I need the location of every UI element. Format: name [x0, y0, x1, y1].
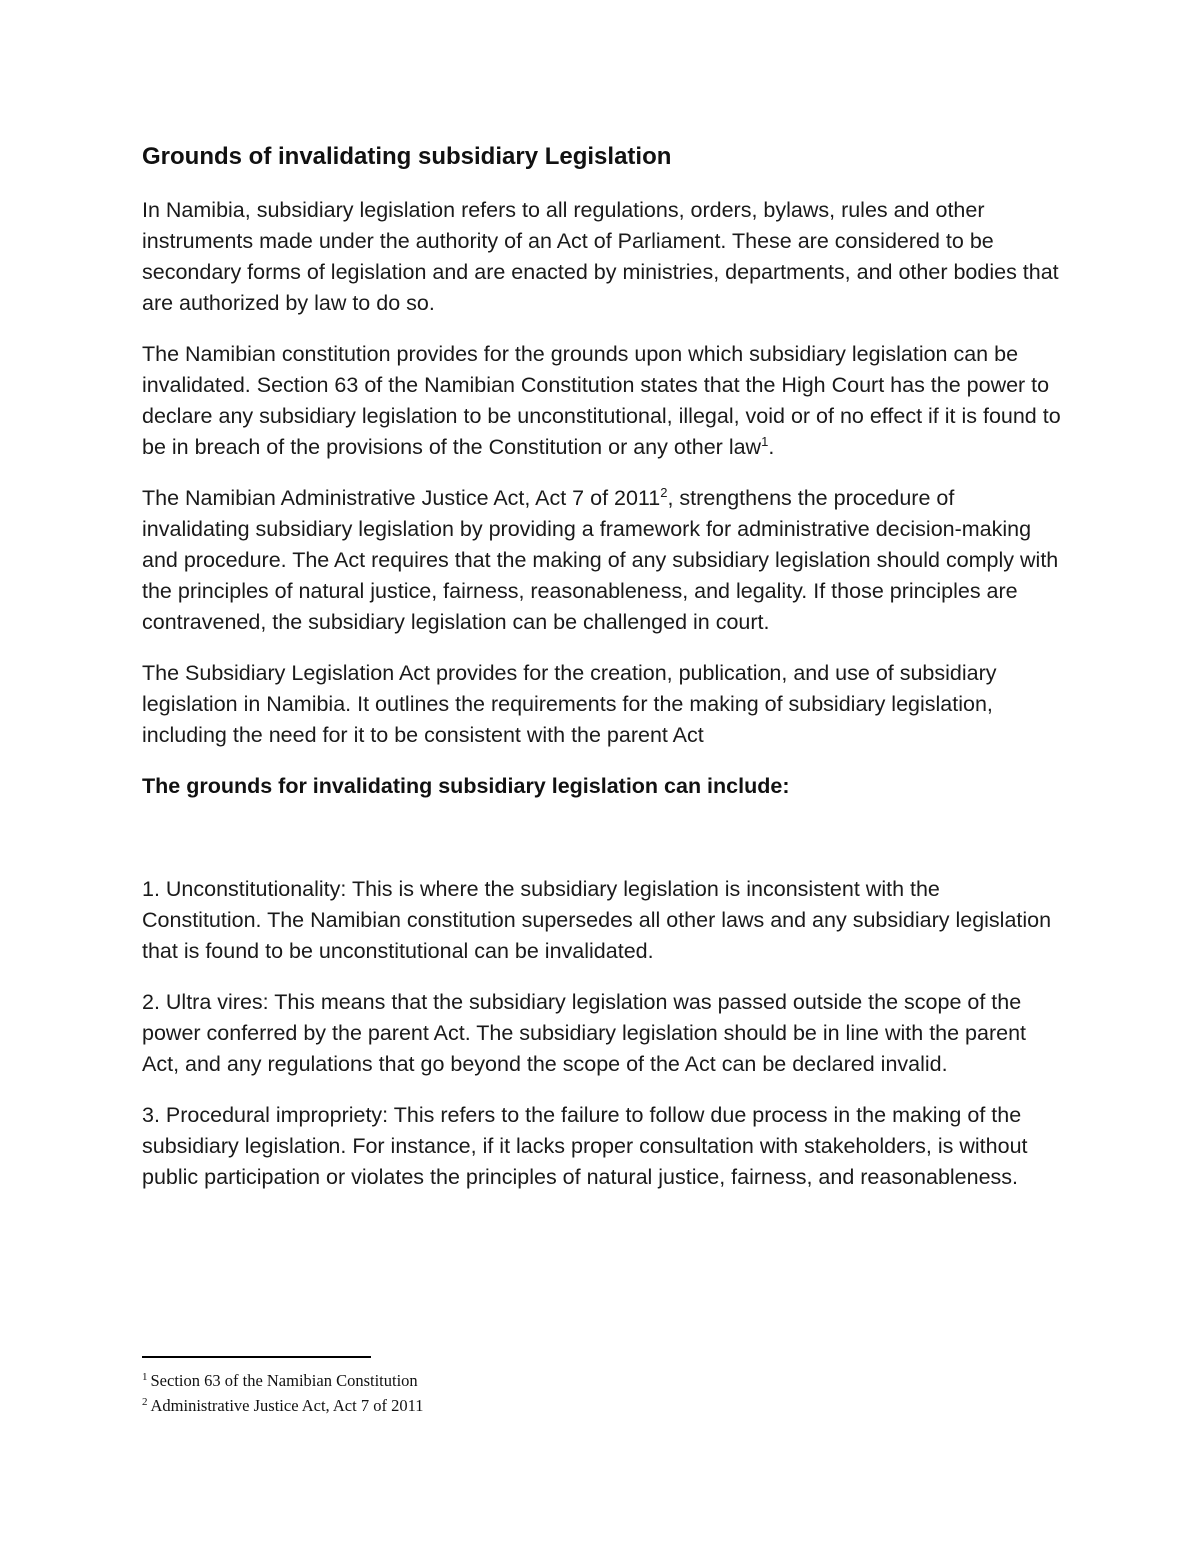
footnote-1-text: Section 63 of the Namibian Constitution — [150, 1371, 418, 1390]
paragraph-constitution-text: The Namibian constitution provides for the grounds upon which subsidiary legislation can be invalidated. Section 63 of the Namibian Constitution states that the High Court has the power to declare any subsidiary legislation to be unconstitutional, illegal, void or of no effect if it is found to be in breach of the provisions of the Constitution or any other law — [142, 342, 1061, 459]
paragraph-subsidiary-legislation-act: The Subsidiary Legislation Act provides for the creation, publication, and use of subsidiary legislation in Namibia. It outlines the requirements for the making of subsidiary legislation, including the need for it to be consistent with the parent Act — [142, 661, 997, 747]
grounds-subheading: The grounds for invalidating subsidiary legislation can include: — [142, 774, 790, 798]
ground-item-unconstitutionality: 1. Unconstitutionality: This is where the subsidiary legislation is inconsistent with the Constitution. The Namibian constitution supersedes all other laws and any subsidiary legislation that is found to be unconstitutional can be invalidated. — [142, 877, 1052, 963]
footnote-2-text: Administrative Justice Act, Act 7 of 2011 — [150, 1396, 424, 1415]
footnote-2 — [142, 1393, 742, 1418]
footnotes-section — [142, 1356, 742, 1418]
ground-item-procedural-impropriety: 3. Procedural impropriety: This refers to the failure to follow due process in the making of the subsidiary legislation. For instance, if it lacks proper consultation with stakeholders, is without public participation or violates the principles of natural justice, fairness, and reasonableness. — [142, 1103, 1028, 1189]
paragraph-constitution — [142, 339, 1062, 463]
paragraph-admin-justice-act-rest: , strengthens the procedure of invalidating subsidiary legislation by providing a framework for administrative decision-making and procedure. The Act requires that the making of any subsidiary legislation should comply with the principles of natural justice, fairness, reasonableness, and legality. If those principles are contravened, the subsidiary legislation can be challenged in court. — [142, 486, 1059, 634]
document-body — [142, 140, 1062, 1213]
footnote-2-mark: 2 — [142, 1395, 148, 1408]
footnote-1-mark: 1 — [142, 1370, 148, 1383]
paragraph-constitution-end: . — [768, 435, 775, 459]
paragraph-admin-justice-act — [142, 483, 1062, 638]
footnote-ref-2[interactable]: 2 — [660, 484, 668, 500]
blank-line — [142, 822, 1062, 874]
footnote-ref-1[interactable]: 1 — [761, 433, 769, 449]
paragraph-intro: In Namibia, subsidiary legislation refers to all regulations, orders, bylaws, rules and other instruments made under the authority of an Act of Parliament. These are considered to be secondary forms of legislation and are enacted by ministries, departments, and other bodies that are authorized by law to do so. — [142, 198, 1059, 315]
footnote-1 — [142, 1368, 742, 1393]
ground-item-ultra-vires: 2. Ultra vires: This means that the subsidiary legislation was passed outside the scope of the power conferred by the parent Act. The subsidiary legislation should be in line with the parent Act, and any regulations that go beyond the scope of the Act can be declared invalid. — [142, 990, 1027, 1076]
footnote-divider — [142, 1356, 371, 1358]
paragraph-admin-justice-act-start: The Namibian Administrative Justice Act, Act 7 of 2011 — [142, 486, 661, 510]
page-title: Grounds of invalidating subsidiary Legislation — [142, 143, 672, 170]
